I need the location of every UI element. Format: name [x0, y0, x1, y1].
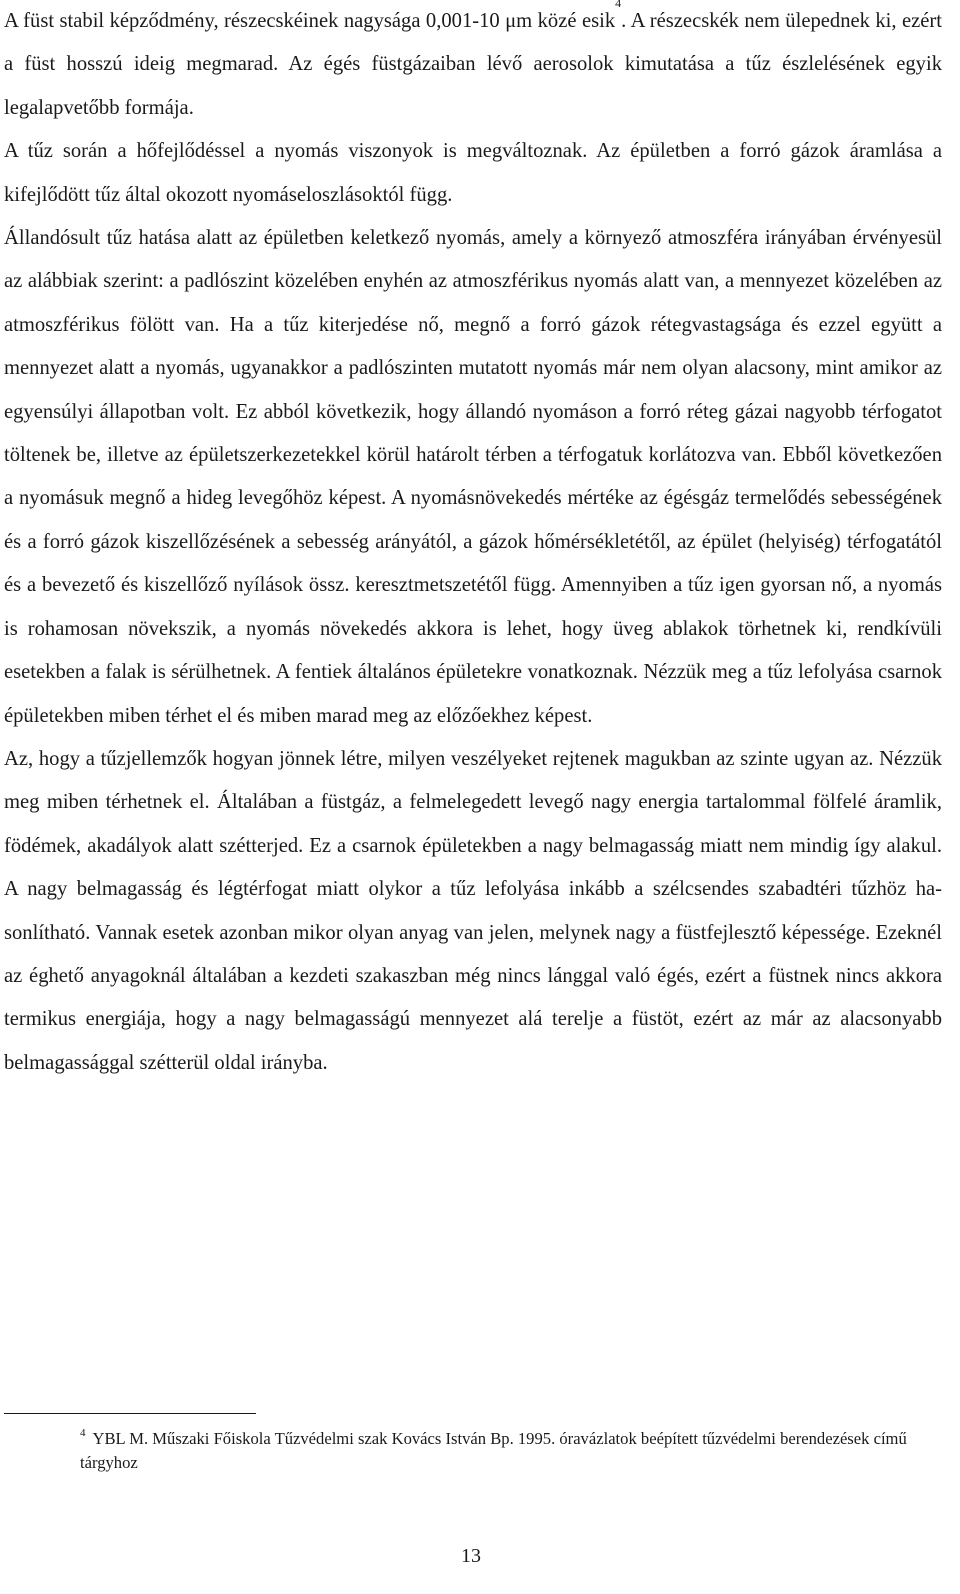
paragraph-pressure: A tűz során a hőfejlődéssel a nyomás viszonyok is megváltoznak. Az épületben a forró gázok áramlása a kifejlődött tűz által okozott nyomáseloszlásoktól függ.: [4, 140, 942, 206]
paragraph-text: . A részecskék nem ülepednek ki, ezért a füst hosszú ideig megmarad. Az égés füstgázaiban lévő aerosolok kimutatása a tűz észlelésének egyik legalapvetőbb formája.: [4, 10, 942, 119]
paragraph-steady-fire: Állandósult tűz hatása alatt az épületben keletkező nyomás, amely a környező atmoszféra irányában érvényesül az alábbiak szerint: a padlószint közelében enyhén az atmoszférikus nyomás alatt van, a mennyezet közelében az atmoszférikus fölött van. Ha a tűz kiterjedése nő, megnő a forró gázok rétegvastagsága és ezzel együtt a mennyezet alatt a nyomás, ugyanakkor a padlószinten mutatott nyomás már nem olyan alacsony, mint amikor az egyensúlyi állapotban volt. Ez abból következik, hogy állandó nyomáson a forró réteg gázai nagyobb térfogatot töltenek be, illetve az épületszerkezetekkel körül határolt térben a térfogatuk korlátozva van. Ebből következően a nyomásuk megnő a hideg levegőhöz képest. A nyomásnövekedés mértéke az égésgáz termelődés sebességének és a forró gázok kiszellőzésének a sebesség arányától, a gázok hőmérsékletétől, az épület (helyiség) térfogatától és a bevezető és kiszellőző nyílások össz. keresztmetszetétől függ. Amennyiben a tűz igen gyorsan nő, a nyomás is rohamosan növekszik, a nyomás növekedés akkora is lehet, hogy üveg ablakok törhetnek ki, rendkívüli esetekben a falak is sérülhetnek. A fentiek általános épületekre vonatkoznak. Nézzük meg a tűz lefolyása csarnok épületekben miben térhet el és miben marad meg az előzőekhez képest.: [4, 227, 942, 727]
footnote-reference[interactable]: 4: [615, 0, 622, 10]
page-number: 13: [461, 1545, 481, 1567]
paragraph-text: A füst stabil képződmény, részecskéinek nagysága 0,001-10 μm közé esik: [4, 10, 616, 32]
footnote-number: 4: [80, 1427, 86, 1439]
footnote-separator: [4, 1413, 256, 1414]
footnote: [80, 1427, 910, 1475]
footnote-text: YBL M. Műszaki Főiskola Tűzvédelmi szak Kovács István Bp. 1995. óravázlatok beépített tűzvédelmi berendezések című tárgyhoz: [80, 1429, 907, 1472]
paragraph-hall-buildings: Az, hogy a tűzjellemzők hogyan jönnek létre, milyen veszélyeket rejtenek magukban az szinte ugyan az. Nézzük meg miben térhetnek el. Általában a füstgáz, a felmelegedett levegő nagy energia tartalommal fölfelé áramlik, födémek, akadályok alatt szétterjed. Ez a csarnok épületekben a nagy belmagasság miatt nem mindig így alakul. A nagy belmagasság és légtérfogat miatt olykor a tűz lefolyása inkább a szélcsendes szabadtéri tűzhöz hasonlítható. Vannak esetek azonban mikor olyan anyag van jelen, melynek nagy a füstfejlesztő képessége. Ezeknél az éghető anyagoknál általában a kezdeti szakaszban még nincs lánggal való égés, ezért a füstnek nincs akkora termikus energiája, hogy a nagy belmagasságú mennyezet alá terelje a füstöt, ezért az már az alacsonyabb belmagassággal szétterül oldal irányba.: [4, 747, 942, 1074]
paragraph-smoke-particles: [4, 0, 942, 130]
body-text: [4, 0, 942, 1085]
